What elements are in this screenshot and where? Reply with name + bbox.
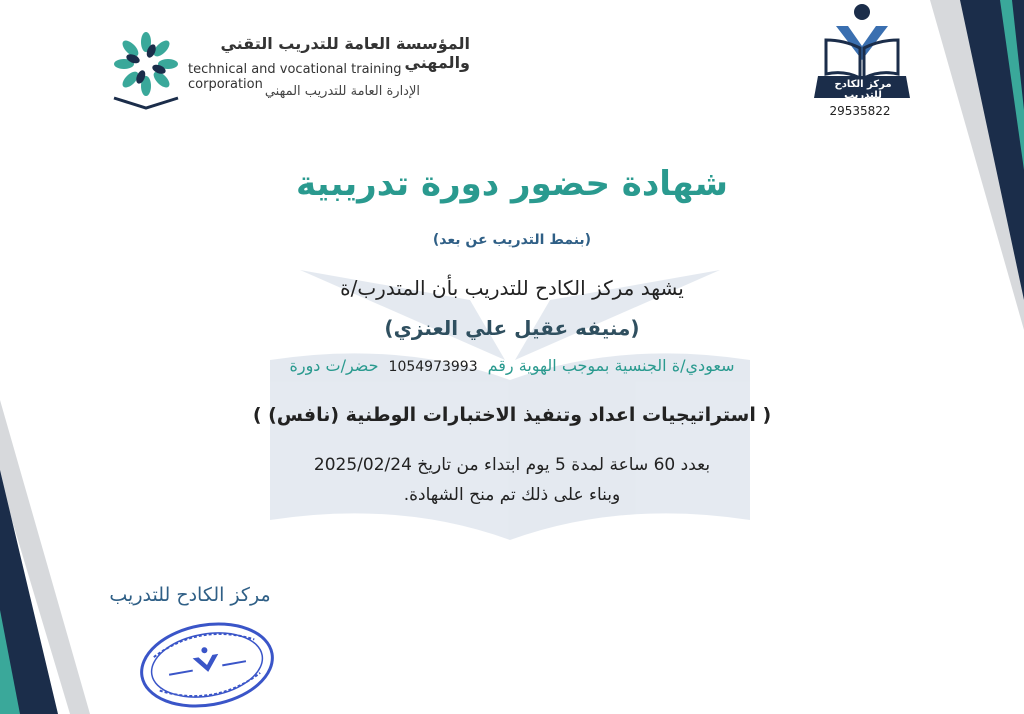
course-name: ( استراتيجيات اعداد وتنفيذ الاختبارات الوطنية (نافس) ) — [252, 404, 772, 426]
attestation-text: يشهد مركز الكادح للتدريب بأن المتدرب/ة — [340, 276, 684, 300]
granted-text: وبناء على ذلك تم منح الشهادة. — [403, 485, 621, 505]
certificate-title: شهادة حضور دورة تدريبية — [296, 164, 728, 204]
training-mode: (بنمط التدريب عن بعد) — [432, 232, 592, 248]
official-stamp-icon — [136, 618, 278, 712]
tvtc-name-ar: المؤسسة العامة للتدريب التقني والمهني — [220, 34, 470, 72]
issuer-name: مركز الكادح للتدريب — [109, 584, 271, 606]
tvtc-logo-icon — [108, 28, 184, 110]
nationality-line — [0, 356, 1024, 375]
registration-number: 29535822 — [829, 104, 891, 118]
attended-text: حضر/ت دورة — [289, 356, 379, 375]
id-number: 1054973993 — [388, 359, 478, 375]
tvtc-department: الإدارة العامة للتدريب المهني — [264, 84, 420, 99]
duration-text: بعدد 60 ساعة لمدة 5 يوم ابتداء من تاريخ 2025/02/24 — [313, 455, 711, 475]
nationality-text: سعودي/ة الجنسية بموجب الهوية رقم — [487, 356, 735, 375]
center-badge-label: مركز الكادح للتدريب — [834, 79, 892, 101]
tvtc-name-en: technical and vocational training corporation — [188, 62, 402, 92]
trainee-name: (منيفه عقيل علي العنزي) — [384, 316, 640, 340]
